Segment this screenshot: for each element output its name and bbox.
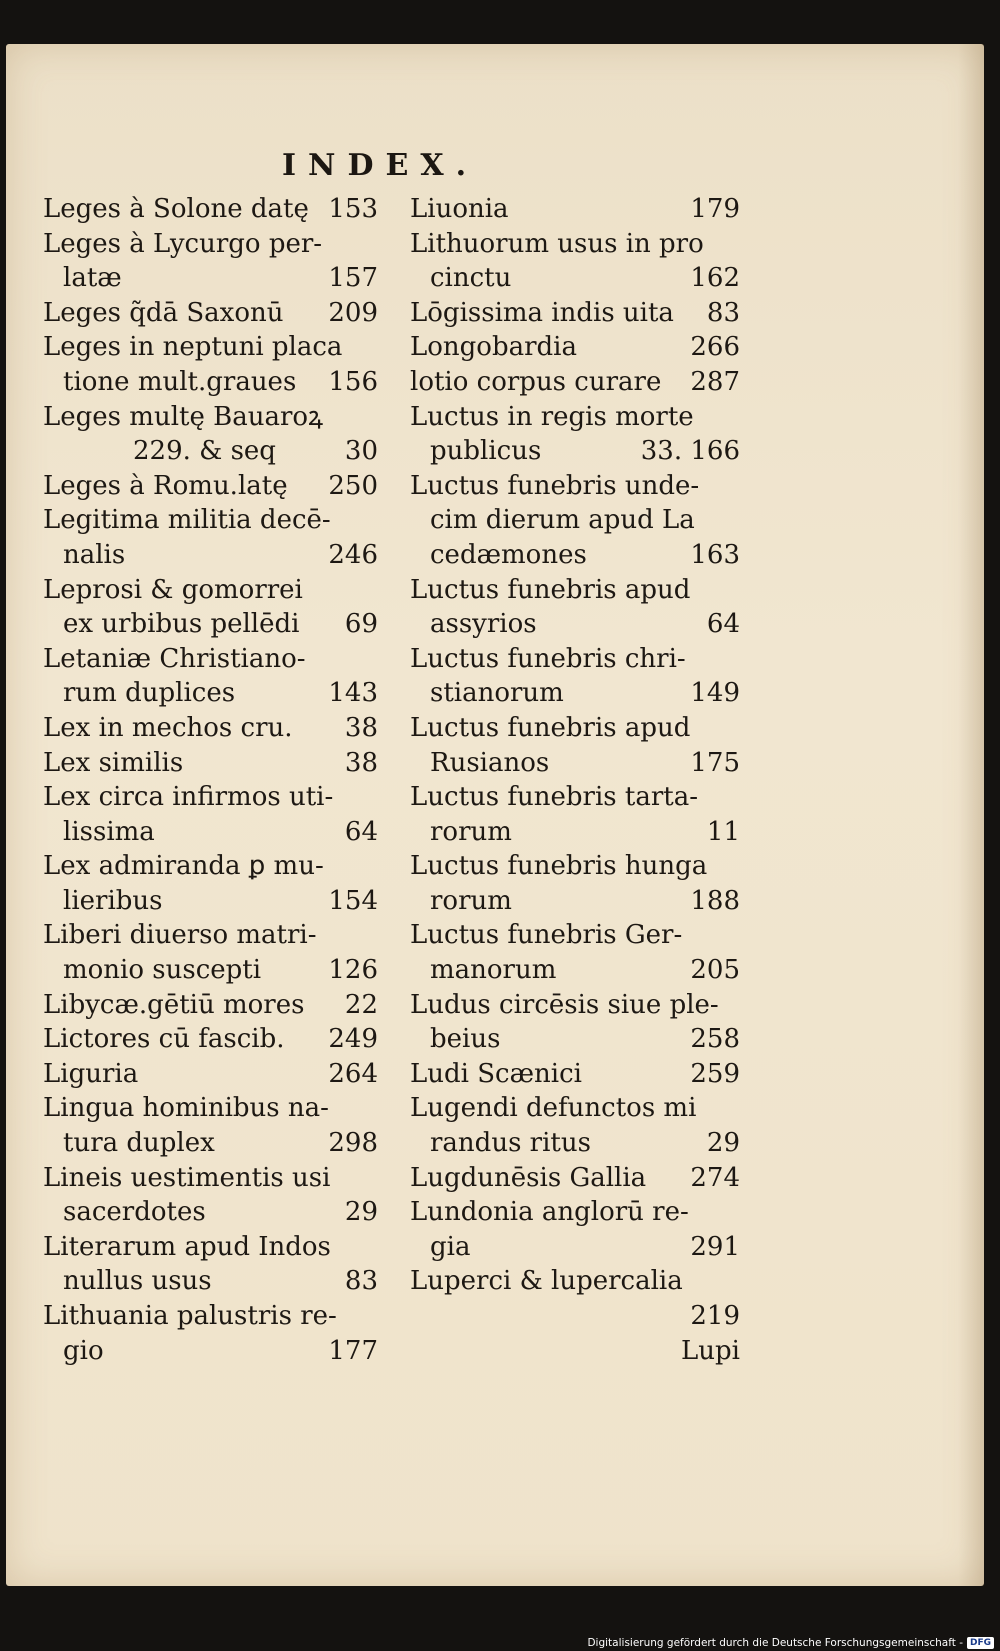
entry-text: Luctus funebris tarta- xyxy=(410,782,698,813)
index-entry-line xyxy=(43,1022,378,1057)
index-entry-line xyxy=(410,330,740,365)
page-number xyxy=(370,780,378,815)
entry-text: Lundonia anglorū re- xyxy=(410,1197,689,1228)
entry-text: nullus usus xyxy=(63,1266,212,1297)
entry-text: sacerdotes xyxy=(63,1197,206,1228)
index-entry xyxy=(43,988,378,1023)
page-number xyxy=(370,918,378,953)
entry-text: Leges à Solone datę xyxy=(43,194,309,224)
index-entry-line xyxy=(43,1230,378,1265)
index-entry-line xyxy=(43,469,378,504)
page-number: 83 xyxy=(706,297,740,328)
page-number xyxy=(732,1264,740,1299)
page-number: 258 xyxy=(690,1024,740,1055)
index-entry-line xyxy=(410,296,740,331)
page-number xyxy=(732,400,740,435)
page-number: 163 xyxy=(690,539,740,570)
page-number: 69 xyxy=(344,609,378,640)
index-entry-line xyxy=(410,849,740,884)
page-number xyxy=(732,573,740,608)
index-entry xyxy=(410,469,740,573)
index-entry-line xyxy=(410,1195,740,1230)
entry-text: beius xyxy=(430,1024,501,1055)
index-entry xyxy=(410,1264,740,1299)
index-entry-line xyxy=(410,1091,740,1126)
index-entry xyxy=(43,1022,378,1057)
index-entry-line xyxy=(43,400,378,435)
index-entry-line xyxy=(43,746,378,781)
entry-text: Leges q̃dā Saxonū xyxy=(43,297,284,328)
index-entry xyxy=(410,365,740,400)
index-entry-line xyxy=(43,573,378,608)
page-number xyxy=(732,1091,740,1126)
entry-text: Lex circa infirmos uti- xyxy=(43,782,334,813)
entry-text: Luperci & lupercalia xyxy=(410,1266,683,1297)
entry-text: Lex in mechos cru. xyxy=(43,712,293,743)
index-entry-line xyxy=(43,918,378,953)
page-number: 298 xyxy=(328,1128,378,1159)
entry-text: nalis xyxy=(63,539,126,570)
entry-text: stianorum xyxy=(430,678,564,709)
index-entry xyxy=(43,642,378,711)
index-entry-line xyxy=(410,918,740,953)
entry-text: Lineis uestimentis usi xyxy=(43,1162,331,1193)
entry-text: Leges multę Bauaroꝝ xyxy=(43,401,324,432)
page-number: 154 xyxy=(328,885,378,916)
index-entry xyxy=(43,573,378,642)
footer-text: Digitalisierung gefördert durch die Deutsche Forschungsgemeinschaft - xyxy=(587,1637,963,1649)
index-entry xyxy=(410,573,740,642)
index-entry xyxy=(43,1299,378,1368)
index-entry-line xyxy=(410,1230,740,1265)
entry-text: Ludus circēsis siue ple- xyxy=(410,989,719,1020)
index-entry xyxy=(410,296,740,331)
index-entry-line xyxy=(410,503,740,538)
index-entry-line xyxy=(410,1057,740,1092)
page-number: 266 xyxy=(690,332,740,363)
entry-text: Liuonia xyxy=(410,194,509,224)
index-column-right xyxy=(410,192,740,1368)
index-entry-line xyxy=(410,815,740,850)
page-number xyxy=(732,503,740,538)
entry-text: Luctus funebris Ger- xyxy=(410,920,683,951)
index-entry-line xyxy=(43,988,378,1023)
index-entry-line xyxy=(43,711,378,746)
entry-text: Leprosi & gomorrei xyxy=(43,574,303,605)
page-number: 156 xyxy=(328,366,378,397)
page-number: 175 xyxy=(690,747,740,778)
entry-text: Leges à Lycurgo per- xyxy=(43,228,323,259)
page-number xyxy=(370,1091,378,1126)
entry-text: cinctu xyxy=(430,263,512,294)
entry-text: rum duplices xyxy=(63,678,236,709)
page-number: 219 xyxy=(690,1301,740,1331)
entry-text: Rusianos xyxy=(430,747,550,778)
index-entry-line xyxy=(43,780,378,815)
index-entry-line xyxy=(43,849,378,884)
entry-text: Letaniæ Christiano- xyxy=(43,643,306,674)
entry-text: Legitima militia decē- xyxy=(43,505,331,536)
entry-text: Liguria xyxy=(43,1058,139,1089)
entry-text: rorum xyxy=(430,816,512,847)
page-number: 38 xyxy=(344,747,378,778)
entry-text: Lithuorum usus in pro xyxy=(410,228,704,259)
page-number: 188 xyxy=(690,885,740,916)
page-number: 259 xyxy=(690,1058,740,1089)
index-entry-line xyxy=(43,192,378,227)
page-number xyxy=(732,711,740,746)
index-entry xyxy=(410,642,740,711)
index-entry-line xyxy=(43,607,378,642)
index-entry-line xyxy=(410,1126,740,1161)
index-entry-line xyxy=(43,1264,378,1299)
index-entry-line xyxy=(43,1126,378,1161)
entry-text: latæ xyxy=(63,263,122,294)
index-entry xyxy=(43,849,378,918)
entry-text: Luctus funebris hunga xyxy=(410,851,708,882)
dfg-logo: DFG xyxy=(967,1637,994,1649)
index-entry xyxy=(410,918,740,987)
page-number: 264 xyxy=(328,1058,378,1089)
entry-text: lissima xyxy=(63,816,155,847)
index-entry-line xyxy=(410,676,740,711)
entry-text: tura duplex xyxy=(63,1128,215,1159)
entry-text: Luctus funebris chri- xyxy=(410,643,686,674)
entry-text: cedæmones xyxy=(430,539,587,570)
index-entry-line xyxy=(410,573,740,608)
page-number xyxy=(370,227,378,262)
page-number: 29 xyxy=(344,1197,378,1228)
page-number: 126 xyxy=(328,955,378,986)
index-entry-line xyxy=(43,503,378,538)
page-number: 287 xyxy=(690,366,740,397)
index-entry xyxy=(410,711,740,780)
entry-text: Libycæ.gētiū mores xyxy=(43,989,305,1020)
page-number: 179 xyxy=(690,194,740,224)
entry-text: Lictores cū fascib. xyxy=(43,1024,285,1055)
index-entry xyxy=(43,400,378,469)
index-entry xyxy=(410,849,740,918)
index-entry-line xyxy=(410,400,740,435)
index-entry-line xyxy=(410,746,740,781)
index-entry xyxy=(410,988,740,1057)
page-number: 64 xyxy=(706,609,740,640)
index-entry-line xyxy=(43,815,378,850)
catchword: Lupi xyxy=(681,1335,740,1366)
index-entry-line xyxy=(410,192,740,227)
page-number: 11 xyxy=(706,816,740,847)
page-number xyxy=(370,1230,378,1265)
page-number: 246 xyxy=(328,539,378,570)
entry-text: Lithuania palustris re- xyxy=(43,1301,337,1331)
page-number: 143 xyxy=(328,678,378,709)
entry-text: Lōgissima indis uita xyxy=(410,297,674,328)
index-entry-line xyxy=(43,261,378,296)
index-entry xyxy=(43,780,378,849)
index-entry-line xyxy=(410,227,740,262)
entry-text: Ludi Scænici xyxy=(410,1058,582,1089)
entry-text: Lex similis xyxy=(43,747,184,778)
entry-text: Liberi diuerso matri- xyxy=(43,920,317,951)
index-entry-line xyxy=(410,538,740,573)
index-entry xyxy=(43,1230,378,1299)
index-entry-line xyxy=(410,1022,740,1057)
index-entry-line xyxy=(43,642,378,677)
entry-text: lieribus xyxy=(63,885,163,916)
index-entry xyxy=(410,400,740,469)
footer-credit xyxy=(587,1637,994,1649)
index-entry-line xyxy=(410,434,740,469)
entry-text: Luctus funebris apud xyxy=(410,574,691,605)
page-number xyxy=(370,1161,378,1196)
entry-text: tione mult.graues xyxy=(63,366,297,397)
page-number: 22 xyxy=(344,989,378,1020)
entry-text: 229. & seq xyxy=(133,436,276,467)
entry-text: Longobardia xyxy=(410,332,577,363)
index-entry-line xyxy=(43,1057,378,1092)
index-entry-line xyxy=(43,676,378,711)
entry-text: cim dierum apud La xyxy=(430,505,695,536)
index-entry-line xyxy=(410,261,740,296)
page-number: 291 xyxy=(690,1231,740,1262)
index-entry-line xyxy=(410,365,740,400)
index-entry xyxy=(43,746,378,781)
index-entry-line xyxy=(410,469,740,504)
page-number: 209 xyxy=(328,297,378,328)
page-title: INDEX. xyxy=(282,148,479,183)
page-number: 29 xyxy=(706,1128,740,1159)
index-entry xyxy=(43,1091,378,1160)
entry-text: gia xyxy=(430,1231,471,1262)
entry-text: publicus xyxy=(430,436,542,467)
entry-text: ex urbibus pellēdi xyxy=(63,609,300,640)
page-number: 274 xyxy=(690,1162,740,1193)
index-entry-line xyxy=(43,1334,378,1369)
entry-text: lotio corpus curare xyxy=(410,366,662,397)
entry-text: gio xyxy=(63,1335,104,1366)
index-entry xyxy=(410,1161,740,1196)
page-number xyxy=(732,780,740,815)
page-number xyxy=(370,1299,378,1334)
page-number xyxy=(370,849,378,884)
entry-text: randus ritus xyxy=(430,1128,591,1159)
page-number: 205 xyxy=(690,955,740,986)
page-number: 149 xyxy=(690,678,740,709)
index-entry-line xyxy=(43,434,378,469)
index-entry-line xyxy=(410,884,740,919)
index-entry-line xyxy=(410,711,740,746)
page-number: 162 xyxy=(690,263,740,294)
page-number xyxy=(732,227,740,262)
page-number: 177 xyxy=(328,1335,378,1366)
entry-text: Literarum apud Indos xyxy=(43,1231,331,1262)
page-number xyxy=(370,400,378,435)
page-edge-shadow xyxy=(958,44,984,1586)
entry-text: Lugendi defunctos mi xyxy=(410,1093,697,1124)
entry-text: Luctus funebris unde- xyxy=(410,470,700,501)
entry-text: assyrios xyxy=(430,609,537,640)
index-entry-line xyxy=(410,1161,740,1196)
index-entry xyxy=(410,1091,740,1160)
entry-text: Leges in neptuni placa xyxy=(43,332,343,363)
page-number xyxy=(370,642,378,677)
entry-text: rorum xyxy=(430,885,512,916)
index-entry xyxy=(43,330,378,399)
entry-text: Luctus in regis morte xyxy=(410,401,694,432)
page-number xyxy=(732,642,740,677)
page-number: 249 xyxy=(328,1024,378,1055)
index-entry xyxy=(43,1161,378,1230)
index-entry-line xyxy=(410,1264,740,1299)
index-entry-line xyxy=(43,1161,378,1196)
index-column-left xyxy=(43,192,378,1368)
page-number: 250 xyxy=(328,470,378,501)
page-number: 38 xyxy=(344,712,378,743)
index-entry-line xyxy=(43,365,378,400)
index-entry xyxy=(410,227,740,296)
index-entry xyxy=(43,1057,378,1092)
entry-text: monio suscepti xyxy=(63,955,262,986)
page-number xyxy=(370,330,378,365)
entry-text: Lugdunēsis Gallia xyxy=(410,1162,647,1193)
page-number: 30 xyxy=(344,436,378,467)
entry-text: Lingua hominibus na- xyxy=(43,1093,329,1124)
index-entry xyxy=(410,1057,740,1092)
entry-text: Leges à Romu.latę xyxy=(43,470,288,501)
index-entry xyxy=(43,711,378,746)
page-number xyxy=(732,918,740,953)
page-number xyxy=(732,1195,740,1230)
entry-text: Lex admiranda ꝑ mu- xyxy=(43,851,324,882)
index-entry-line xyxy=(410,953,740,988)
entry-text: manorum xyxy=(430,955,557,986)
page-number xyxy=(732,849,740,884)
index-entry xyxy=(410,780,740,849)
index-entry xyxy=(410,1195,740,1264)
page-number xyxy=(370,573,378,608)
index-entry xyxy=(43,503,378,572)
page-number: 83 xyxy=(344,1266,378,1297)
page-number xyxy=(732,988,740,1023)
index-entry-line xyxy=(410,780,740,815)
page-number: 153 xyxy=(328,194,378,224)
index-entry xyxy=(410,192,740,227)
index-entry-line xyxy=(410,642,740,677)
page-number xyxy=(732,469,740,504)
page-number: 157 xyxy=(328,263,378,294)
page-number: 33. 166 xyxy=(640,436,740,467)
index-entry-line xyxy=(43,1195,378,1230)
index-entry xyxy=(43,469,378,504)
index-entry-line xyxy=(43,330,378,365)
index-entry-line xyxy=(43,1091,378,1126)
index-entry-line xyxy=(43,296,378,331)
index-entry xyxy=(43,296,378,331)
index-entry-line xyxy=(410,607,740,642)
index-entry-line xyxy=(410,988,740,1023)
index-entry xyxy=(43,918,378,987)
index-entry-line xyxy=(43,884,378,919)
index-entry xyxy=(43,192,378,227)
index-entry xyxy=(43,227,378,296)
index-entry-line xyxy=(43,1299,378,1334)
index-entry-line xyxy=(43,953,378,988)
page-number xyxy=(370,503,378,538)
page-number: 64 xyxy=(344,816,378,847)
index-entry-line xyxy=(43,538,378,573)
entry-text: Luctus funebris apud xyxy=(410,712,691,743)
index-entry xyxy=(410,330,740,365)
index-entry-line xyxy=(43,227,378,262)
